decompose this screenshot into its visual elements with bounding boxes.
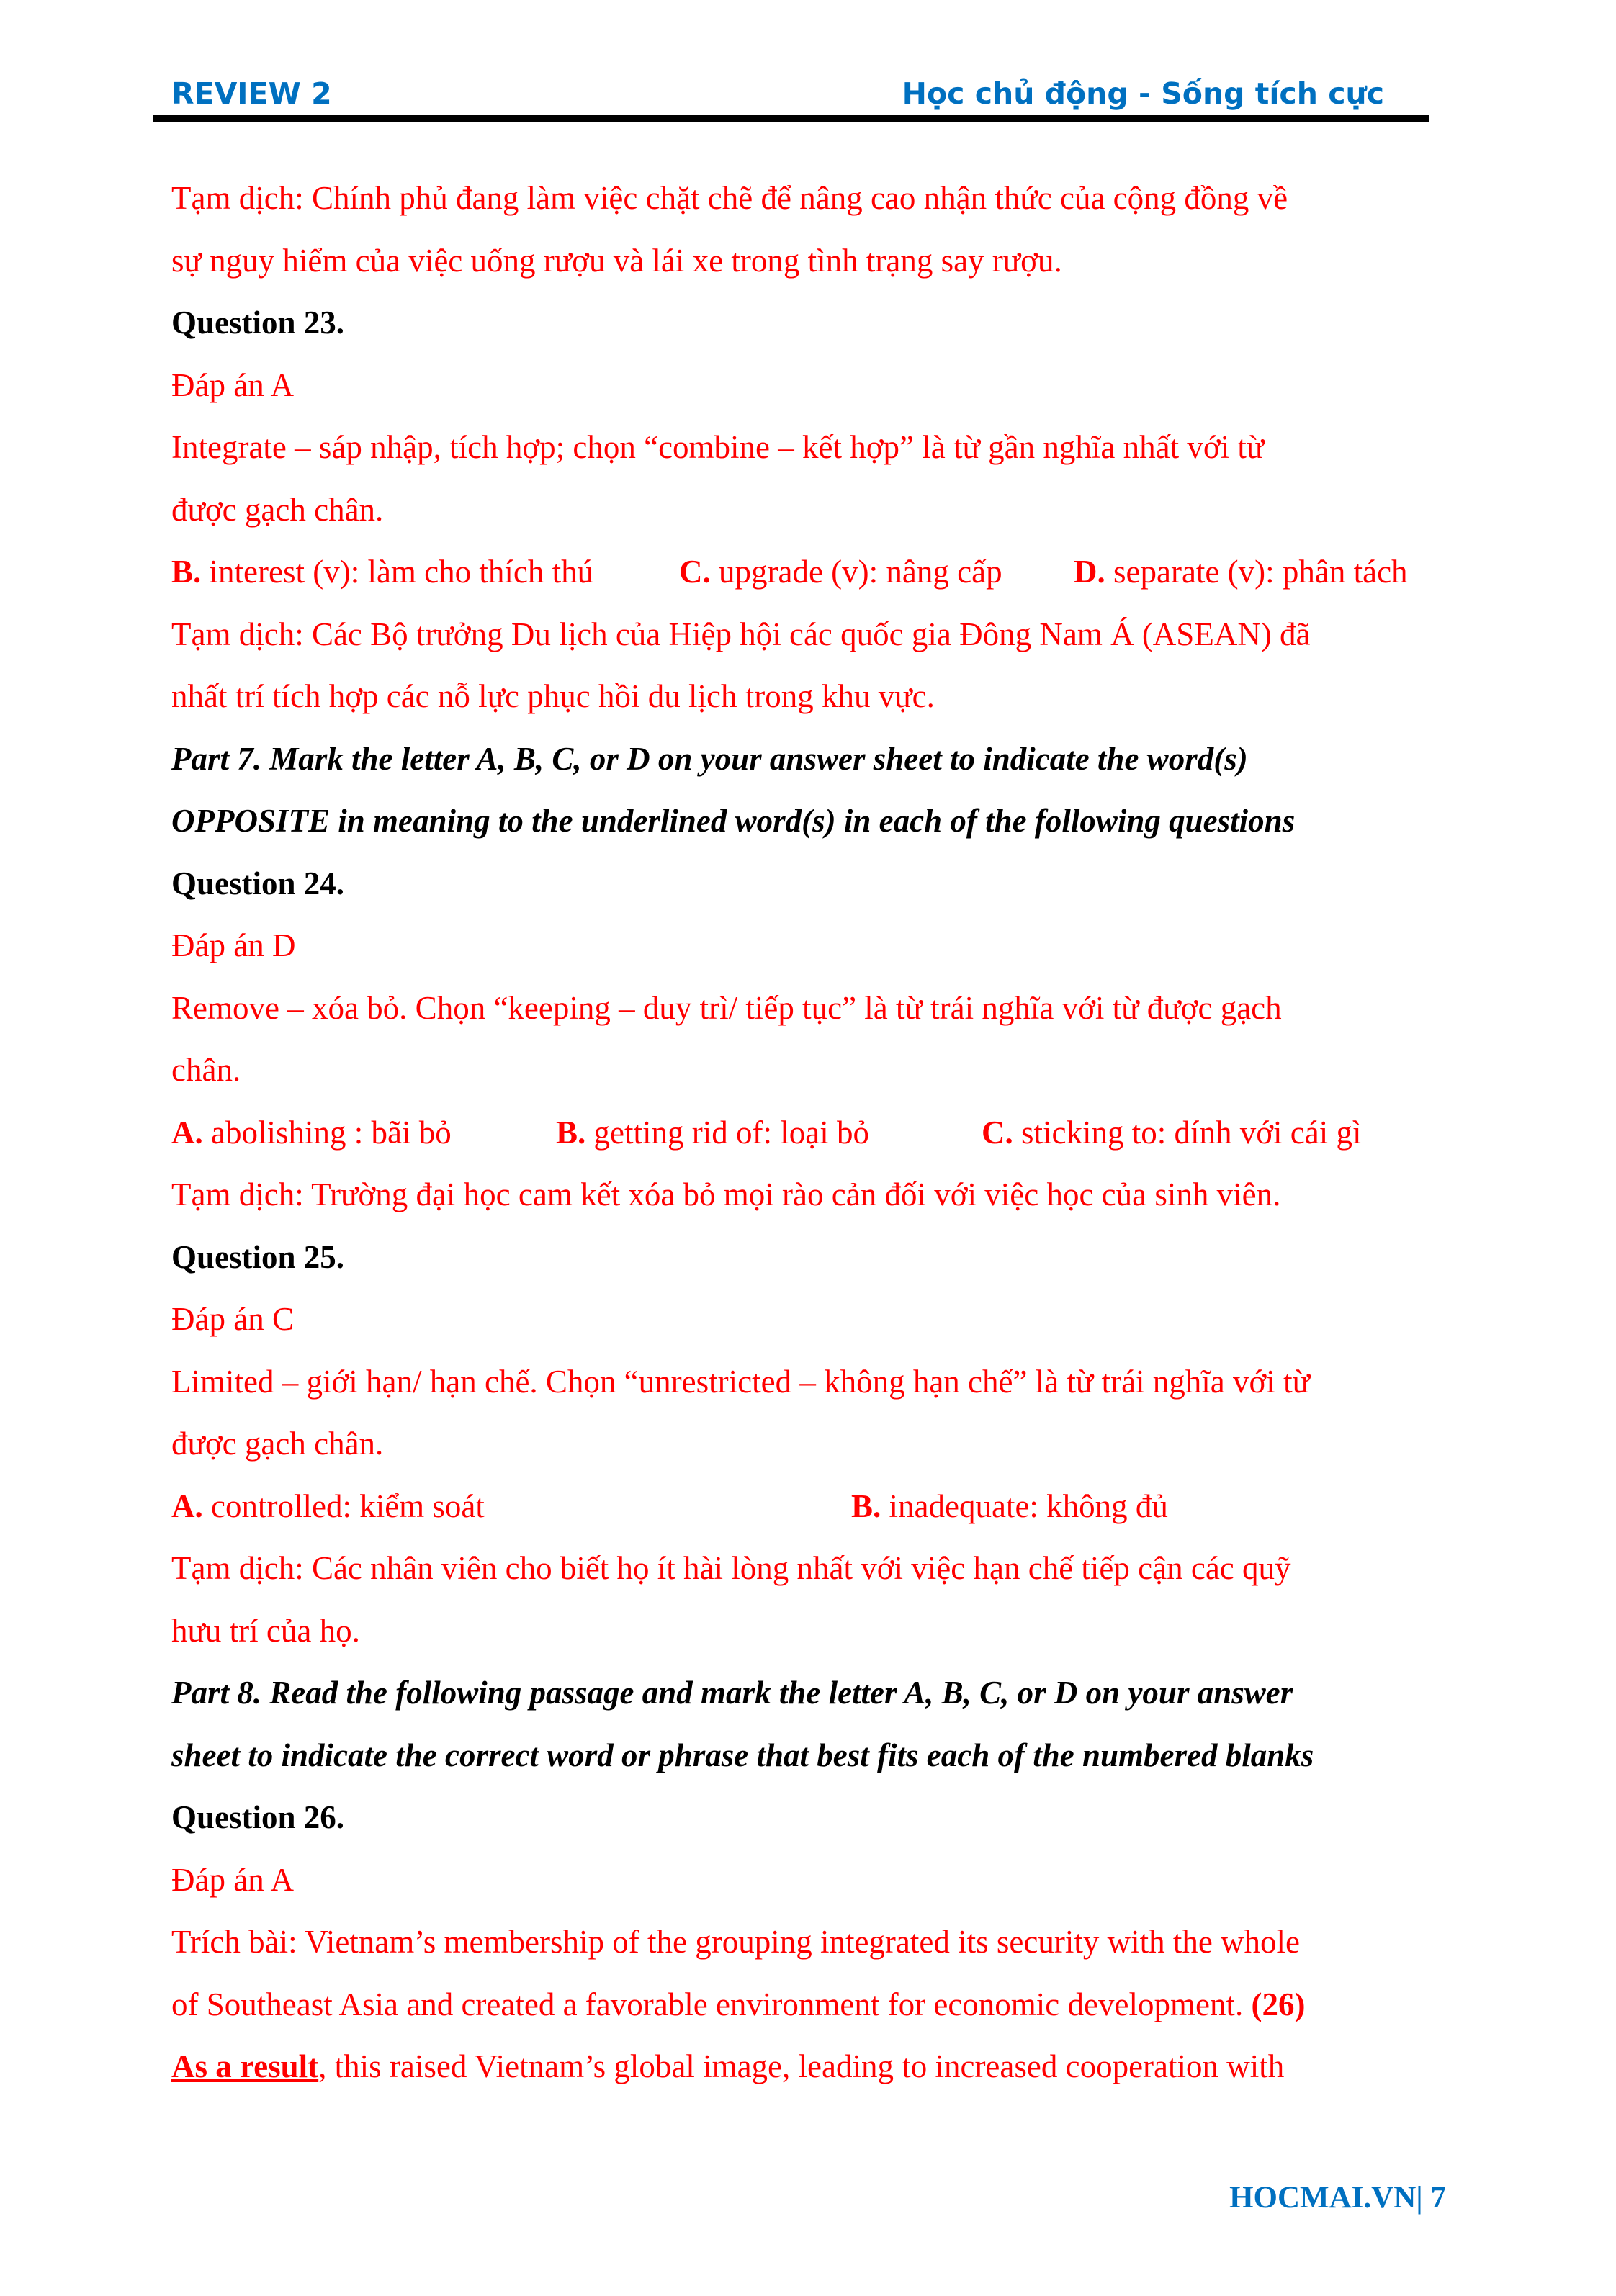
options-row	[171, 1102, 1460, 1164]
option-c: C. upgrade (v): nâng cấp	[679, 554, 1002, 590]
answer-key: Đáp án A	[171, 366, 294, 403]
option-b: B. getting rid of: loại bỏ	[556, 1114, 869, 1151]
page-footer: HOCMAI.VN| 7	[1229, 2181, 1446, 2215]
question-24-heading: Question 24.	[171, 865, 345, 901]
translation-line: nhất trí tích hợp các nỗ lực phục hồi du lịch trong khu vực.	[171, 678, 935, 714]
translation-line: Tạm dịch: Các nhân viên cho biết họ ít hài lòng nhất với việc hạn chế tiếp cận các quỹ	[171, 1550, 1291, 1586]
header-review-title: REVIEW 2	[171, 76, 332, 111]
explanation-line: Limited – giới hạn/ hạn chế. Chọn “unrestricted – không hạn chế” là từ trái nghĩa với từ	[171, 1363, 1310, 1400]
part-8-instruction: sheet to indicate the correct word or phrase that best fits each of the numbered blanks	[171, 1737, 1314, 1773]
translation-line: hưu trí của họ.	[171, 1612, 360, 1649]
option-a: A. controlled: kiểm soát	[171, 1487, 485, 1524]
header-divider	[153, 115, 1429, 122]
question-26-heading: Question 26.	[171, 1799, 345, 1835]
question-23-heading: Question 23.	[171, 305, 345, 341]
part-8-instruction: Part 8. Read the following passage and mark the letter A, B, C, or D on your answer	[171, 1675, 1293, 1711]
explanation-line: chân.	[171, 1052, 241, 1088]
explanation-line: Integrate – sáp nhập, tích hợp; chọn “combine – kết hợp” là từ gần nghĩa nhất với từ	[171, 429, 1265, 465]
options-row	[171, 541, 1460, 603]
excerpt-line: of Southeast Asia and created a favorable environment for economic development. (26)	[171, 1986, 1306, 2022]
option-c: C. sticking to: dính với cái gì	[982, 1114, 1362, 1151]
answer-key: Đáp án A	[171, 1861, 294, 1898]
part-7-instruction: OPPOSITE in meaning to the underlined word(s) in each of the following questions	[171, 803, 1296, 839]
explanation-line: được gạch chân.	[171, 1426, 384, 1462]
excerpt-line: Trích bài: Vietnam’s membership of the grouping integrated its security with the whole	[171, 1924, 1301, 1960]
answer-key: Đáp án C	[171, 1301, 294, 1337]
explanation-line: được gạch chân.	[171, 491, 384, 528]
text-line: Tạm dịch: Chính phủ đang làm việc chặt chẽ để nâng cao nhận thức của cộng đồng về	[171, 180, 1288, 216]
option-b: B. inadequate: không đủ	[851, 1487, 1168, 1524]
underlined-answer: As a result	[171, 2048, 319, 2084]
translation-line: Tạm dịch: Các Bộ trưởng Du lịch của Hiệp hội các quốc gia Đông Nam Á (ASEAN) đã	[171, 616, 1311, 652]
option-d: D. separate (v): phân tách	[1074, 554, 1408, 590]
options-row	[171, 1475, 1460, 1538]
explanation-line: Remove – xóa bỏ. Chọn “keeping – duy trì/ tiếp tục” là từ trái nghĩa với từ được gạch	[171, 989, 1282, 1026]
text-line: sự nguy hiểm của việc uống rượu và lái xe trong tình trạng say rượu.	[171, 242, 1062, 279]
excerpt-line: As a result, this raised Vietnam’s global image, leading to increased cooperation with	[171, 2048, 1285, 2084]
option-a: A. abolishing : bãi bỏ	[171, 1114, 452, 1151]
question-25-heading: Question 25.	[171, 1238, 345, 1275]
translation-line: Tạm dịch: Trường đại học cam kết xóa bỏ mọi rào cản đối với việc học của sinh viên.	[171, 1176, 1281, 1212]
option-b: B. interest (v): làm cho thích thú	[171, 554, 594, 590]
answer-key: Đáp án D	[171, 927, 296, 963]
blank-number: (26)	[1251, 1986, 1306, 2022]
part-7-instruction: Part 7. Mark the letter A, B, C, or D on your answer sheet to indicate the word(s)	[171, 740, 1248, 777]
header-slogan: Học chủ động - Sống tích cực	[902, 76, 1384, 111]
document-body	[171, 167, 1460, 2098]
